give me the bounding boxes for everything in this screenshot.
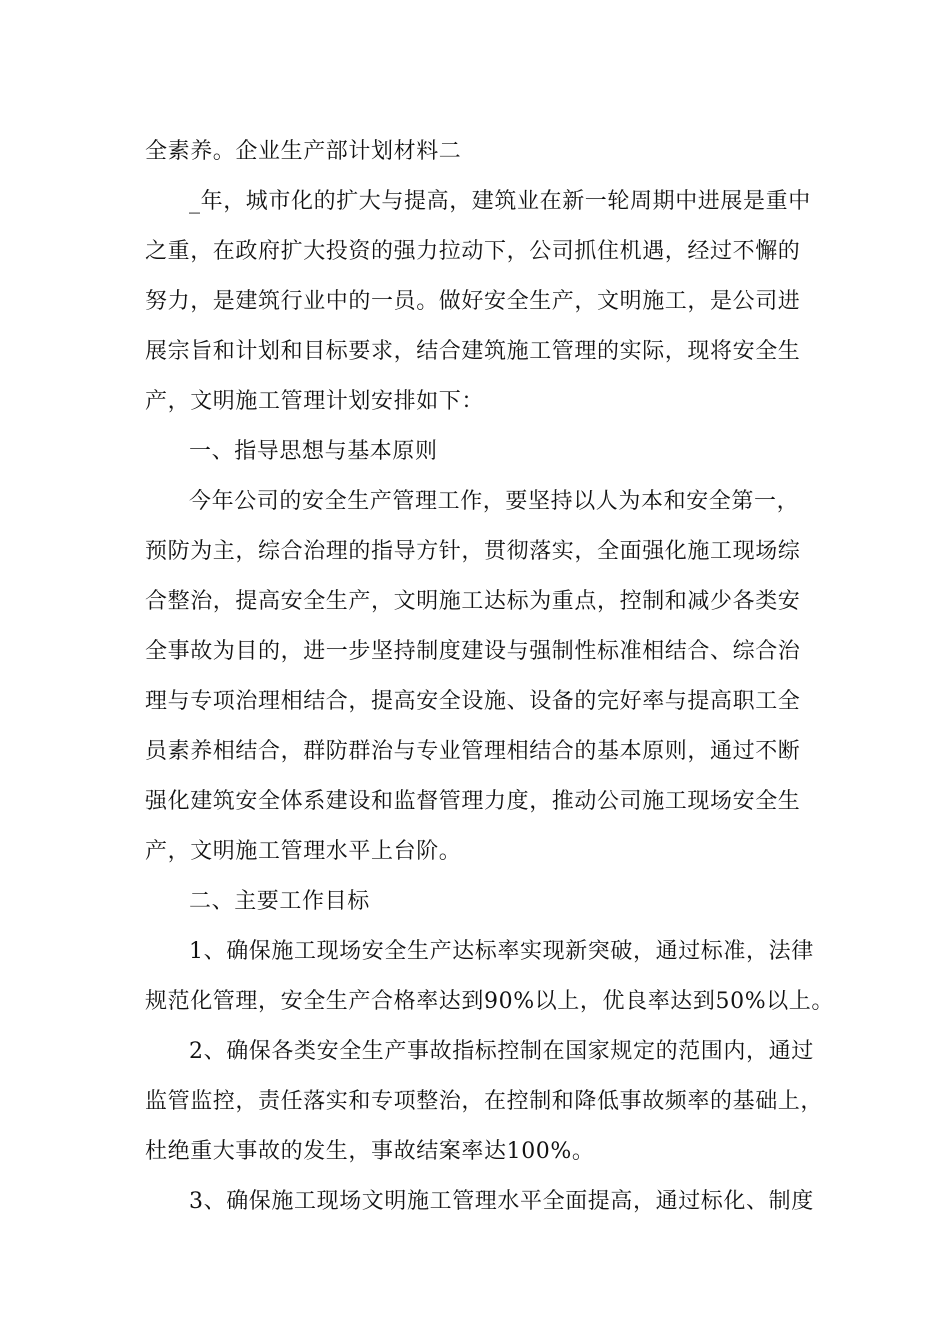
text-line: 展宗旨和计划和目标要求，结合建筑施工管理的实际，现将安全生 <box>145 339 801 364</box>
text-line: 强化建筑安全体系建设和监督管理力度，推动公司施工现场安全生 <box>145 789 801 814</box>
text-line: 全事故为目的，进一步坚持制度建设与强制性标准相结合、综合治 <box>145 639 801 664</box>
text-line: 监管监控，责任落实和专项整治，在控制和降低事故频率的基础上， <box>145 1089 824 1114</box>
text-line: 2、确保各类安全生产事故指标控制在国家规定的范围内，通过 <box>189 1039 814 1064</box>
text-line: _年，城市化的扩大与提高，建筑业在新一轮周期中进展是重中 <box>189 189 811 214</box>
text-line: 杜绝重大事故的发生，事故结案率达100%。 <box>145 1139 595 1164</box>
text-line: 今年公司的安全生产管理工作，要坚持以人为本和安全第一， <box>189 489 800 514</box>
text-line: 合整治，提高安全生产，文明施工达标为重点，控制和减少各类安 <box>145 589 801 614</box>
text-line: 之重，在政府扩大投资的强力拉动下，公司抓住机遇，经过不懈的 <box>145 239 801 264</box>
text-line: 规范化管理，安全生产合格率达到90%以上，优良率达到50%以上。 <box>145 989 834 1014</box>
section-heading: 一、指导思想与基本原则 <box>189 439 438 464</box>
text-line: 理与专项治理相结合，提高安全设施、设备的完好率与提高职工全 <box>145 689 801 714</box>
text-line: 产，文明施工管理计划安排如下： <box>145 389 485 414</box>
text-line: 3、确保施工现场文明施工管理水平全面提高，通过标化、制度 <box>189 1189 814 1214</box>
text-line: 员素养相结合，群防群治与专业管理相结合的基本原则，通过不断 <box>145 739 801 764</box>
text-line: 产，文明施工管理水平上台阶。 <box>145 839 462 864</box>
text-line: 努力，是建筑行业中的一员。做好安全生产，文明施工，是公司进 <box>145 289 801 314</box>
text-line: 1、确保施工现场安全生产达标率实现新突破，通过标准，法律 <box>189 939 814 964</box>
section-heading: 二、主要工作目标 <box>189 889 370 914</box>
text-line: 预防为主，综合治理的指导方针，贯彻落实，全面强化施工现场综 <box>145 539 801 564</box>
text-line: 全素养。企业生产部计划材料二 <box>145 139 462 164</box>
